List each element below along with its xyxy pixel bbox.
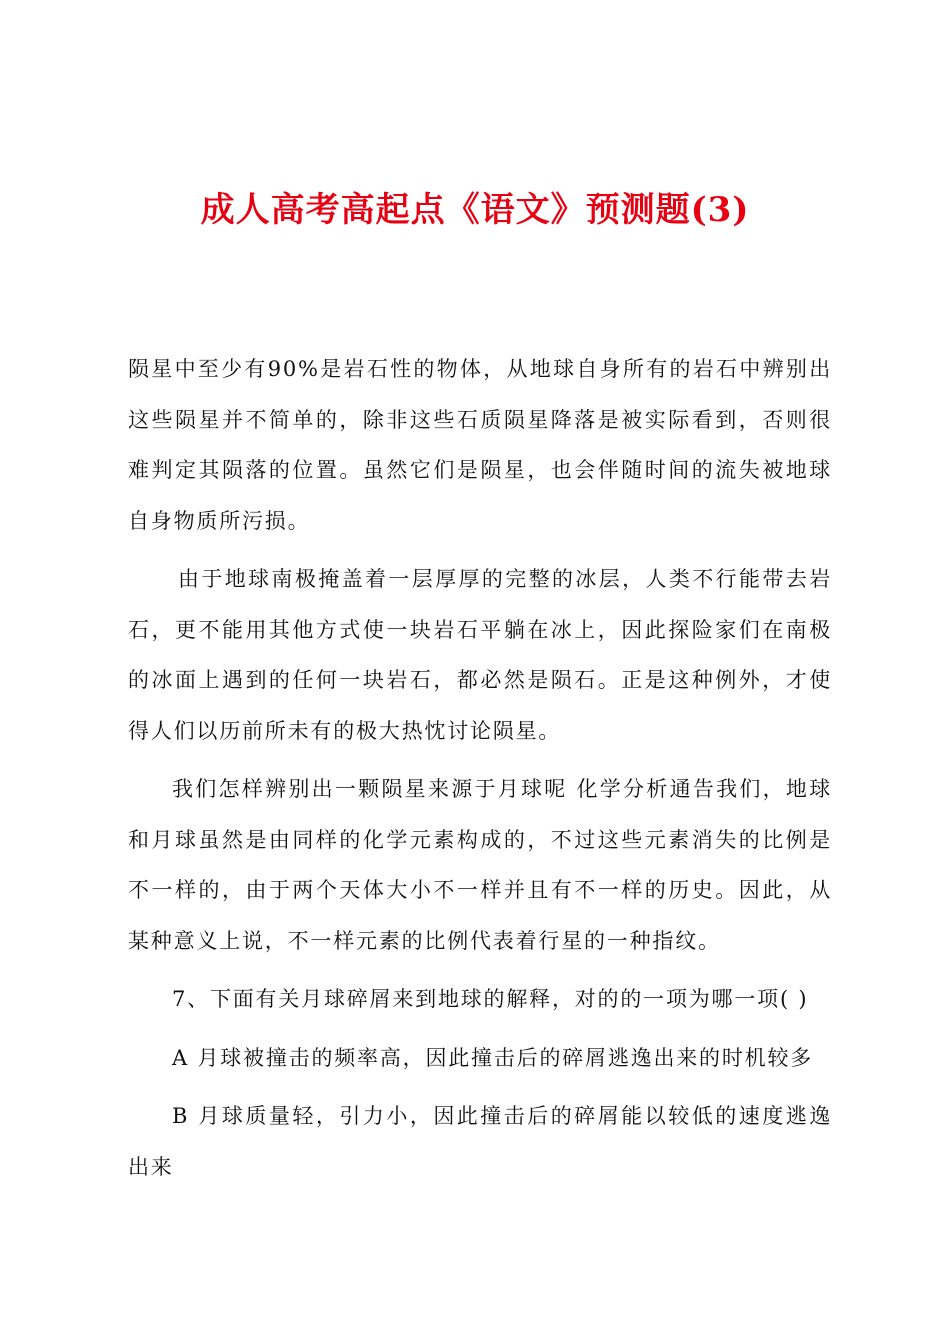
question-stem: 7、下面有关月球碎屑来到地球的解释，对的的一项为哪一项( ) bbox=[172, 987, 809, 1011]
question-option-b: B 月球质量轻，引力小，因此撞击后的碎屑能以较低的速度逃逸出来 bbox=[128, 1104, 832, 1179]
document-title: 成人高考高起点《语文》预测题(3) bbox=[200, 190, 750, 230]
paragraph-2: 由于地球南极掩盖着一层厚厚的完整的冰层，人类不行能带去岩石，更不能用其他方式使一块岩石平躺在冰上，因此探险家们在南极的冰面上遇到的任何一块岩石，都必然是陨石。正是这种例外，才使得人们以历前所未有的极大热忱讨论陨星。 bbox=[128, 567, 832, 743]
paragraph-3: 我们怎样辨别出一颗陨星来源于月球呢 化学分析通告我们，地球和月球虽然是由同样的化学元素构成的，不过这些元素消失的比例是不一样的，由于两个天体大小不一样并且有不一样的历史。因此，从某种意义上说，不一样元素的比例代表着行星的一种指纹。 bbox=[128, 777, 832, 953]
question-option-a: A 月球被撞击的频率高，因此撞击后的碎屑逃逸出来的时机较多 bbox=[172, 1045, 814, 1070]
paragraph-1: 陨星中至少有90%是岩石性的物体，从地球自身所有的岩石中辨别出这些陨星并不简单的，除非这些石质陨星降落是被实际看到，否则很难判定其陨落的位置。虽然它们是陨星，也会伴随时间的流失被地球自身物质所污损。 bbox=[128, 357, 832, 533]
document-body bbox=[128, 344, 832, 1192]
